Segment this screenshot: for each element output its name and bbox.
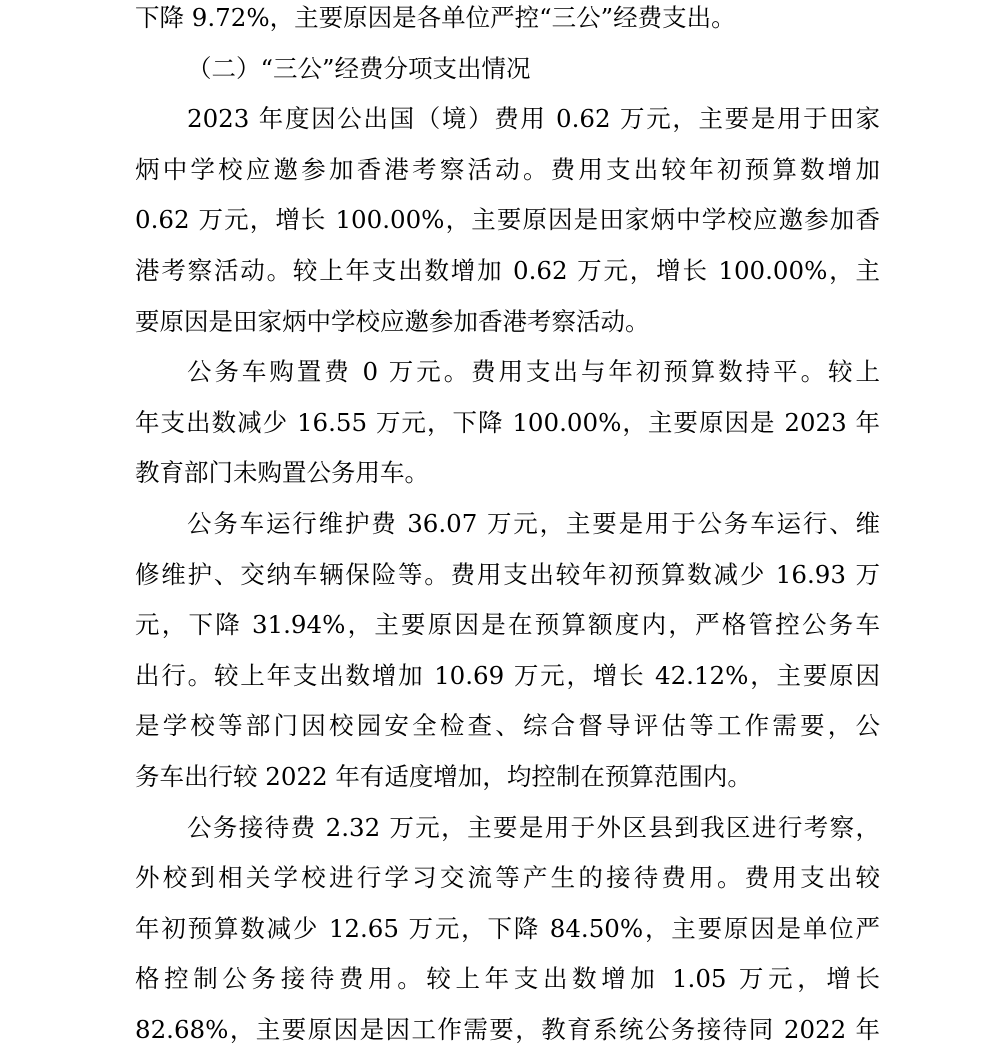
paragraph-line: 年支出数减少 16.55 万元，下降 100.00%，主要原因是 2023 年 — [135, 407, 880, 437]
paragraph-line: 下降 9.72%，主要原因是各单位严控“三公”经费支出。 — [135, 3, 736, 32]
paragraph-line: 82.68%，主要原因是因工作需要，教育系统公务接待同 2022 年 — [135, 1014, 880, 1044]
paragraph-line: 2023 年度因公出国（境）费用 0.62 万元，主要是用于田家 — [187, 104, 880, 134]
paragraph-line: 年初预算数减少 12.65 万元，下降 84.50%，主要原因是单位严 — [135, 913, 880, 943]
paragraph-line: 务车出行较 2022 年有适度增加，均控制在预算范围内。 — [135, 761, 752, 791]
paragraph-line: 炳中学校应邀参加香港考察活动。费用支出较年初预算数增加 — [135, 154, 880, 184]
paragraph-line: 教育部门未购置公务用车。 — [135, 458, 429, 488]
paragraph-line: 是学校等部门因校园安全检查、综合督导评估等工作需要，公 — [135, 711, 880, 741]
paragraph-line: 0.62 万元，增长 100.00%，主要原因是田家炳中学校应邀参加香 — [135, 205, 880, 235]
paragraph-line: 公务车购置费 0 万元。费用支出与年初预算数持平。较上 — [187, 357, 880, 387]
paragraph-line: 外校到相关学校进行学习交流等产生的接待费用。费用支出较 — [135, 863, 880, 893]
paragraph-line: 公务接待费 2.32 万元，主要是用于外区县到我区进行考察， — [187, 812, 880, 842]
document-page — [135, 0, 880, 1055]
paragraph-line: 出行。较上年支出数增加 10.69 万元，增长 42.12%，主要原因 — [135, 660, 880, 690]
paragraph-line: 格控制公务接待费用。较上年支出数增加 1.05 万元，增长 — [135, 964, 880, 994]
paragraph-line: 元，下降 31.94%，主要原因是在预算额度内，严格管控公务车 — [135, 610, 880, 640]
paragraph-line: 要原因是田家炳中学校应邀参加香港考察活动。 — [135, 306, 650, 336]
paragraph-line: 公务车运行维护费 36.07 万元，主要是用于公务车运行、维 — [187, 508, 880, 538]
paragraph-line: 修维护、交纳车辆保险等。费用支出较年初预算数减少 16.93 万 — [135, 559, 880, 589]
paragraph-line: 港考察活动。较上年支出数增加 0.62 万元，增长 100.00%，主 — [135, 255, 880, 285]
section-heading: （二）“三公”经费分项支出情况 — [187, 53, 531, 83]
